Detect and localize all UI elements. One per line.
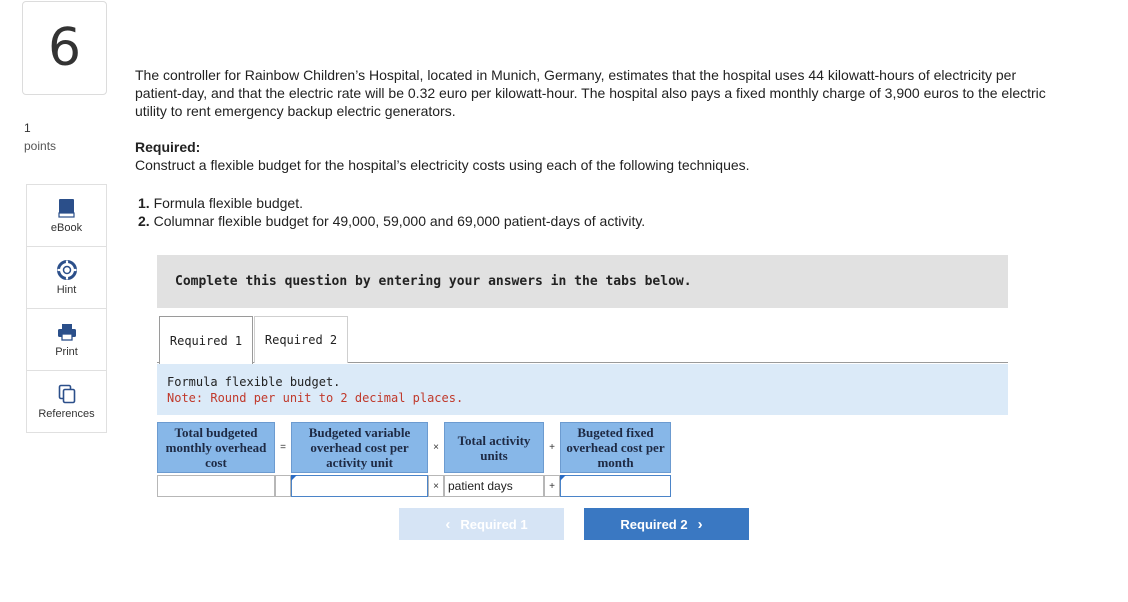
- ebook-button[interactable]: [27, 185, 106, 247]
- next-button-label: Required 2: [620, 516, 688, 532]
- references-label: References: [38, 407, 95, 420]
- required-heading: Required:: [135, 139, 201, 155]
- prev-button-label: Required 1: [460, 516, 528, 532]
- header-total-cost: Total budgeted monthly overhead cost: [157, 422, 275, 473]
- times-sign: ×: [433, 442, 439, 453]
- fixed-cost-input[interactable]: [560, 475, 671, 497]
- requirement-item-1: 1. Formula flexible budget.: [138, 195, 303, 211]
- equals-spacer-cell: [275, 475, 291, 497]
- tab-instructions: [157, 364, 1008, 415]
- header-activity-units: Total activity units: [444, 422, 544, 473]
- requirement-item-2: 2. Columnar flexible budget for 49,000, 59,000 and 69,000 patient-days of activity.: [138, 213, 646, 229]
- chevron-right-icon: ›: [697, 515, 703, 533]
- copy-icon: [57, 384, 77, 404]
- lifebuoy-icon: [57, 260, 77, 280]
- question-number-box: [22, 1, 107, 95]
- header-fixed-cost: Bugeted fixed overhead cost per month: [560, 422, 671, 473]
- hint-label: Hint: [56, 283, 77, 296]
- instruction-note: Note: Round per unit to 2 decimal places.: [167, 391, 464, 405]
- equals-sign: =: [280, 442, 286, 453]
- prev-required-button[interactable]: [399, 508, 564, 540]
- question-number: 6: [47, 18, 82, 78]
- plus-sign: +: [549, 442, 555, 453]
- problem-text: The controller for Rainbow Children’s Hospital, located in Munich, Germany, estimates that the hospital uses 44 kilowatt-hours of electricity per patient-day, and that the electric rate will be 0.32 euro per kilowatt-hour. The hospital also pays a fixed monthly charge of 3,900 euros to the electric utility to rent emergency backup electric generators.: [135, 67, 1046, 119]
- activity-unit-label: patient days: [444, 475, 544, 497]
- times-cell: ×: [428, 475, 444, 497]
- chevron-left-icon: ‹: [445, 515, 451, 533]
- points-label: points: [24, 139, 57, 153]
- required-text: Construct a flexible budget for the hospital’s electricity costs using each of the following techniques.: [135, 157, 750, 173]
- input-flag-icon: [291, 475, 297, 481]
- printer-icon: [57, 322, 77, 342]
- tab-required-2[interactable]: Required 2: [254, 316, 348, 363]
- print-label: Print: [55, 345, 78, 358]
- tools-panel: [26, 184, 107, 433]
- points-value: 1: [24, 121, 31, 135]
- instruction-title: Formula flexible budget.: [167, 375, 341, 389]
- input-flag-icon: [560, 475, 566, 481]
- book-icon: [57, 198, 77, 218]
- header-variable-cost: Budgeted variable overhead cost per activity unit: [291, 422, 428, 473]
- references-button[interactable]: [27, 371, 106, 432]
- instructions-banner: [157, 255, 1008, 308]
- banner-text: Complete this question by entering your answers in the tabs below.: [175, 274, 692, 289]
- variable-cost-input[interactable]: [291, 475, 428, 497]
- hint-button[interactable]: [27, 247, 106, 309]
- plus-cell: +: [544, 475, 560, 497]
- total-cost-cell: [157, 475, 275, 497]
- tab-required-1[interactable]: Required 1: [159, 316, 253, 365]
- ebook-label: eBook: [50, 221, 83, 234]
- next-required-button[interactable]: [584, 508, 749, 540]
- print-button[interactable]: [27, 309, 106, 371]
